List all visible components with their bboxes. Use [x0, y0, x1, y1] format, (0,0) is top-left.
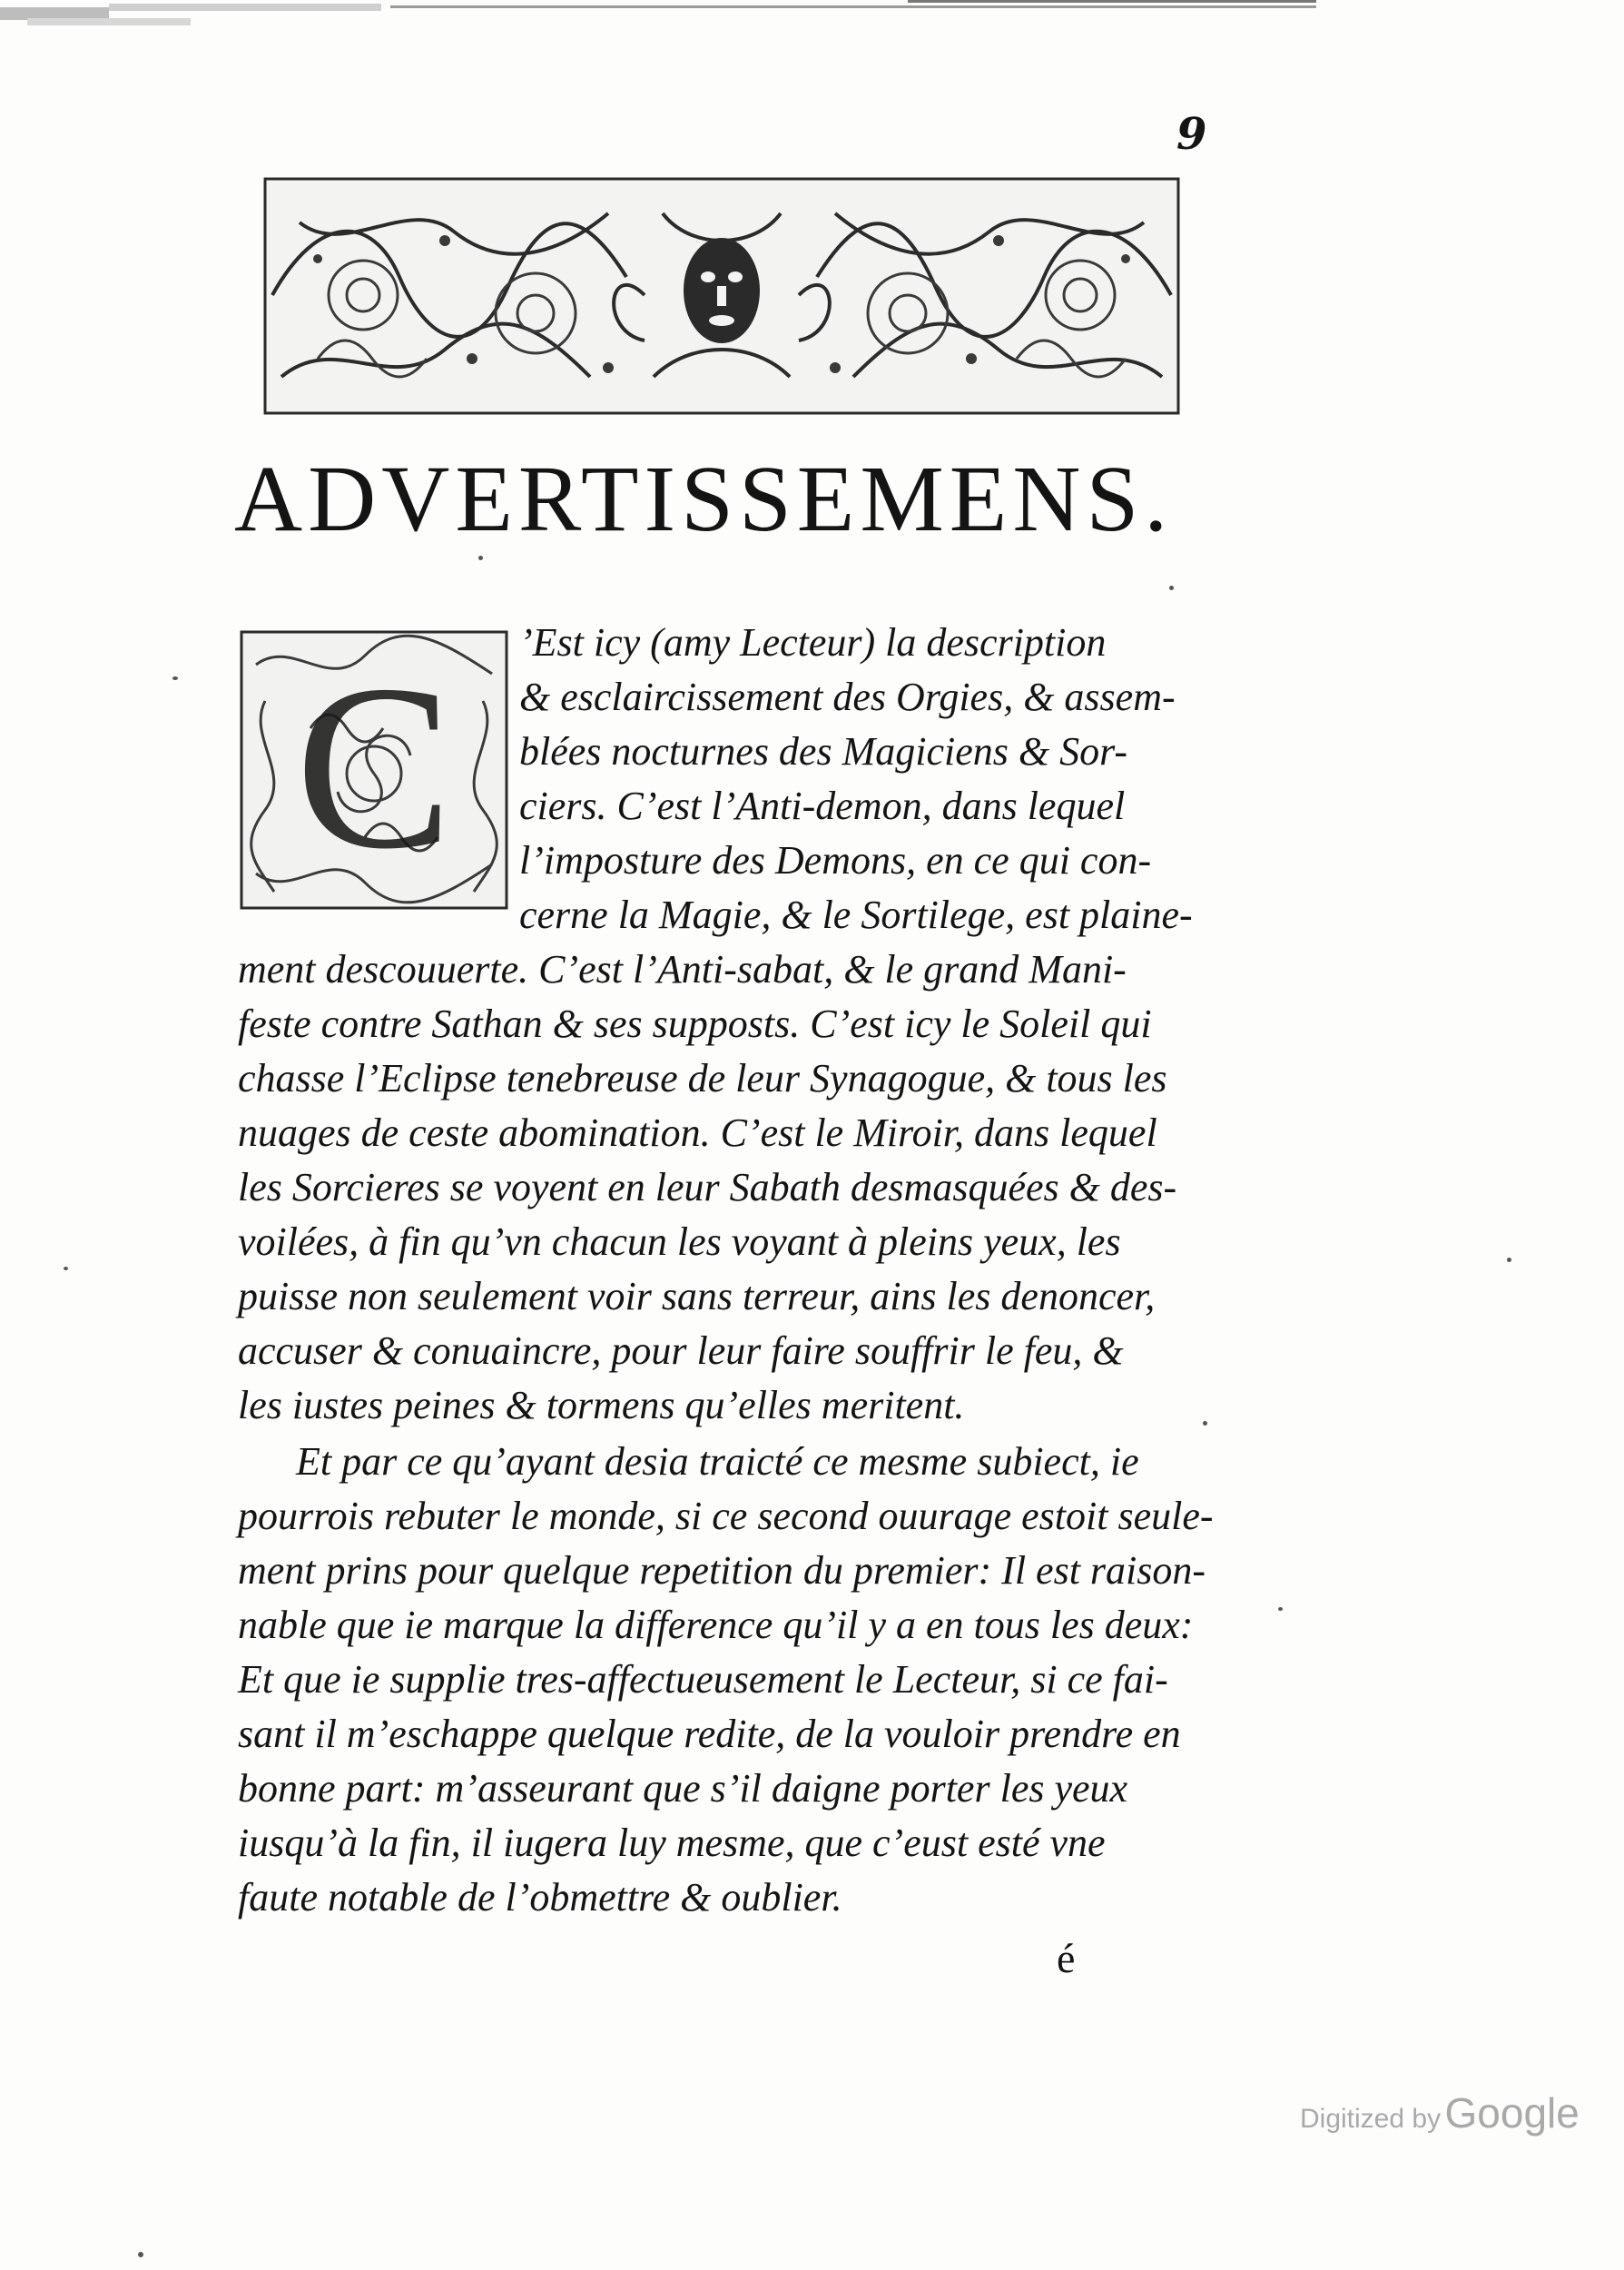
text-line: voilées, à fin qu’vn chacun les voyant à pleins yeux, les: [238, 1219, 1121, 1264]
watermark-brand: Google: [1444, 2089, 1580, 2137]
paragraph-2: [238, 1435, 1223, 1925]
speck: [64, 1267, 68, 1270]
text-line: blées nocturnes des Magiciens & Sor-: [519, 729, 1127, 774]
text-line: ciers. C’est l’Anti-demon, dans lequel: [519, 784, 1126, 828]
decorated-initial: [238, 628, 510, 912]
text-line: les Sorcieres se voyent en leur Sabath desmasquées & des-: [238, 1165, 1177, 1209]
text-line: chasse l’Eclipse tenebreuse de leur Synagogue, & tous les: [238, 1056, 1167, 1100]
catchword: é: [1057, 1935, 1076, 1981]
text-line: Et que ie supplie tres-affectueusement le Lecteur, si ce fai-: [238, 1657, 1168, 1702]
text-line: accuser & conuaincre, pour leur faire souffrir le feu, &: [238, 1328, 1124, 1373]
speck: [478, 556, 483, 560]
text-line: iusqu’à la fin, il iugera luy mesme, que c’eust esté vne: [238, 1821, 1106, 1865]
text-line: nuages de ceste abomination. C’est le Miroir, dans lequel: [238, 1110, 1157, 1155]
text-line: ’Est icy (amy Lecteur) la description: [519, 620, 1107, 665]
speck: [138, 2252, 143, 2257]
text-line: pourrois rebuter le monde, si ce second ouurage estoit seule-: [238, 1494, 1214, 1538]
text-line: nable que ie marque la difference qu’il y a en tous les deux:: [238, 1603, 1194, 1647]
text-line: les iustes peines & tormens qu’elles meritent.: [238, 1383, 965, 1427]
text-line: bonne part: m’asseurant que s’il daigne porter les yeux: [238, 1766, 1128, 1811]
speck: [1169, 586, 1174, 590]
paragraph-1-full: [238, 943, 1223, 1433]
speck: [1278, 1607, 1283, 1611]
page-number: 9: [1176, 109, 1207, 160]
text-line: sant il m’eschappe quelque redite, de la vouloir prendre en: [238, 1712, 1181, 1756]
speck: [1507, 1258, 1511, 1262]
text-line: ment descouuerte. C’est l’Anti-sabat, & le grand Mani-: [238, 947, 1127, 992]
ornamental-headpiece: [263, 177, 1180, 415]
text-line: puisse non seulement voir sans terreur, ains les denoncer,: [238, 1274, 1156, 1318]
speck: [172, 676, 178, 680]
scan-edge-artifact: [0, 0, 1316, 25]
text-line: & esclaircissement des Orgies, & assem-: [519, 675, 1176, 719]
text-line: cerne la Magie, & le Sortilege, est plaine-: [519, 893, 1193, 937]
paragraph-1-indented: [519, 616, 1209, 943]
text-line: ment prins pour quelque repetition du premier: Il est raison-: [238, 1548, 1206, 1593]
speck: [1203, 1421, 1207, 1426]
text-line: Et par ce qu’ayant desia traicté ce mesme subiect, ie: [296, 1439, 1139, 1484]
chapter-title: ADVERTISSEMENS.: [234, 447, 1174, 551]
text-line: l’imposture des Demons, en ce qui con-: [519, 838, 1152, 883]
text-line: feste contre Sathan & ses supposts. C’est icy le Soleil qui: [238, 1002, 1152, 1046]
digitization-watermark: [1300, 2088, 1580, 2137]
text-line: faute notable de l’obmettre & oublier.: [238, 1875, 842, 1920]
watermark-prefix: Digitized by: [1300, 2104, 1442, 2134]
dropcap-letter: C: [295, 637, 453, 898]
